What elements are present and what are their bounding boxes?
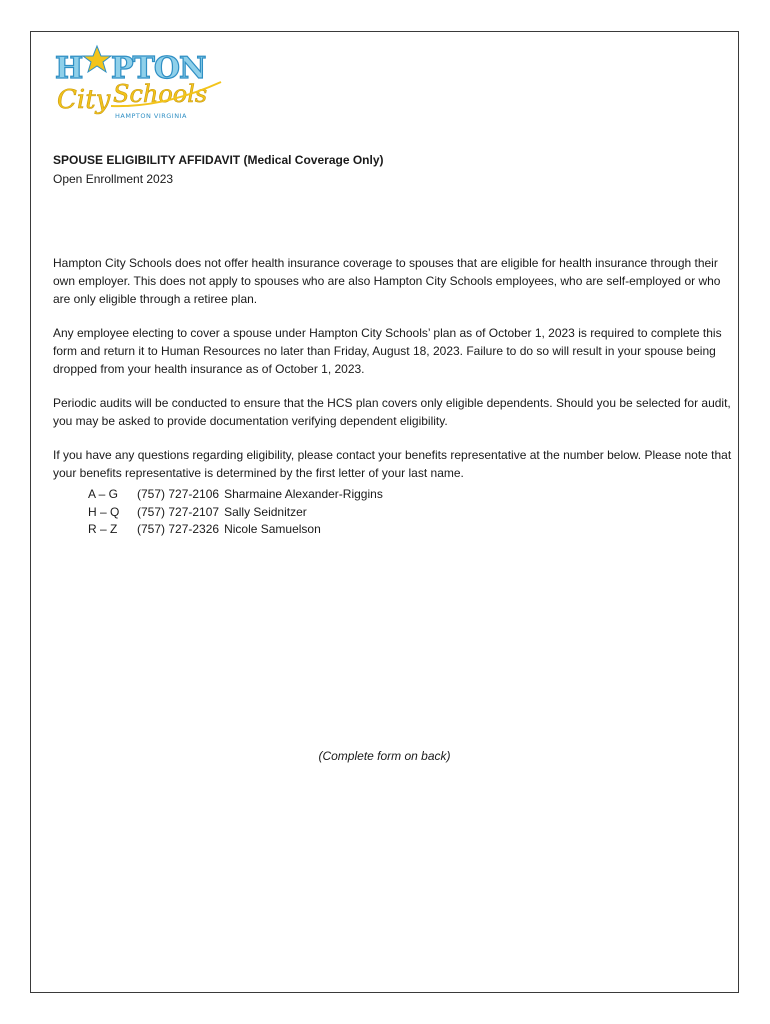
rep-letter-range: R – Z: [88, 522, 118, 536]
svg-text:City: City: [57, 85, 111, 115]
rep-phone: (757) 727-2106: [137, 487, 220, 501]
logo-star-icon: [83, 46, 111, 72]
svg-text:H: H: [55, 51, 83, 86]
paragraph-enrollment-deadline: Any employee electing to cover a spouse under Hampton City Schools’ plan as of October 1, 2023 is required to complete this form and return it to Human Resources no later than Friday, August 18, 2023. Failure to do so will result in your spouse being dropped from your health insurance as of October 1, 2023.: [53, 326, 722, 376]
document-page: [30, 31, 739, 993]
document-subtitle: Open Enrollment 2023: [53, 172, 174, 186]
header: [53, 151, 384, 189]
document-title: SPOUSE ELIGIBILITY AFFIDAVIT (Medical Coverage Only): [53, 153, 384, 167]
document-body: [53, 254, 733, 539]
rep-letter-range: H – Q: [88, 504, 120, 519]
rep-name: Sally Seidnitzer: [224, 504, 307, 519]
paragraph-contact-info: If you have any questions regarding eligibility, please contact your benefits representative at the number below. Please note that your benefits representative is determined by the first letter of your last name.: [53, 448, 732, 480]
list-item: [88, 486, 733, 504]
list-item: [88, 521, 733, 539]
rep-name: Sharmaine Alexander-Riggins: [224, 487, 383, 501]
paragraph-eligibility-policy: Hampton City Schools does not offer health insurance coverage to spouses that are eligible for health insurance through their own employer. This does not apply to spouses who are also Hampton City Schools employees, who are self-employed or who are only eligible through a retiree plan.: [53, 256, 721, 306]
rep-phone: (757) 727-2107: [137, 504, 220, 519]
svg-text:Schools: Schools: [113, 80, 208, 108]
list-item: [88, 504, 733, 522]
svg-text:HAMPTON VIRGINIA: HAMPTON VIRGINIA: [115, 112, 187, 120]
hampton-city-schools-logo: [53, 42, 223, 124]
representatives-list: [53, 486, 733, 539]
svg-text:PTON: PTON: [111, 51, 206, 86]
rep-name: Nicole Samuelson: [224, 522, 321, 536]
rep-letter-range: A – G: [88, 487, 119, 501]
paragraph-periodic-audits: Periodic audits will be conducted to ensure that the HCS plan covers only eligible dependents. Should you be selected for audit, you may be asked to provide documentation verifying dependent eligibility.: [53, 396, 731, 428]
rep-phone: (757) 727-2326: [137, 522, 220, 536]
complete-form-on-back-note: (Complete form on back): [318, 749, 451, 763]
